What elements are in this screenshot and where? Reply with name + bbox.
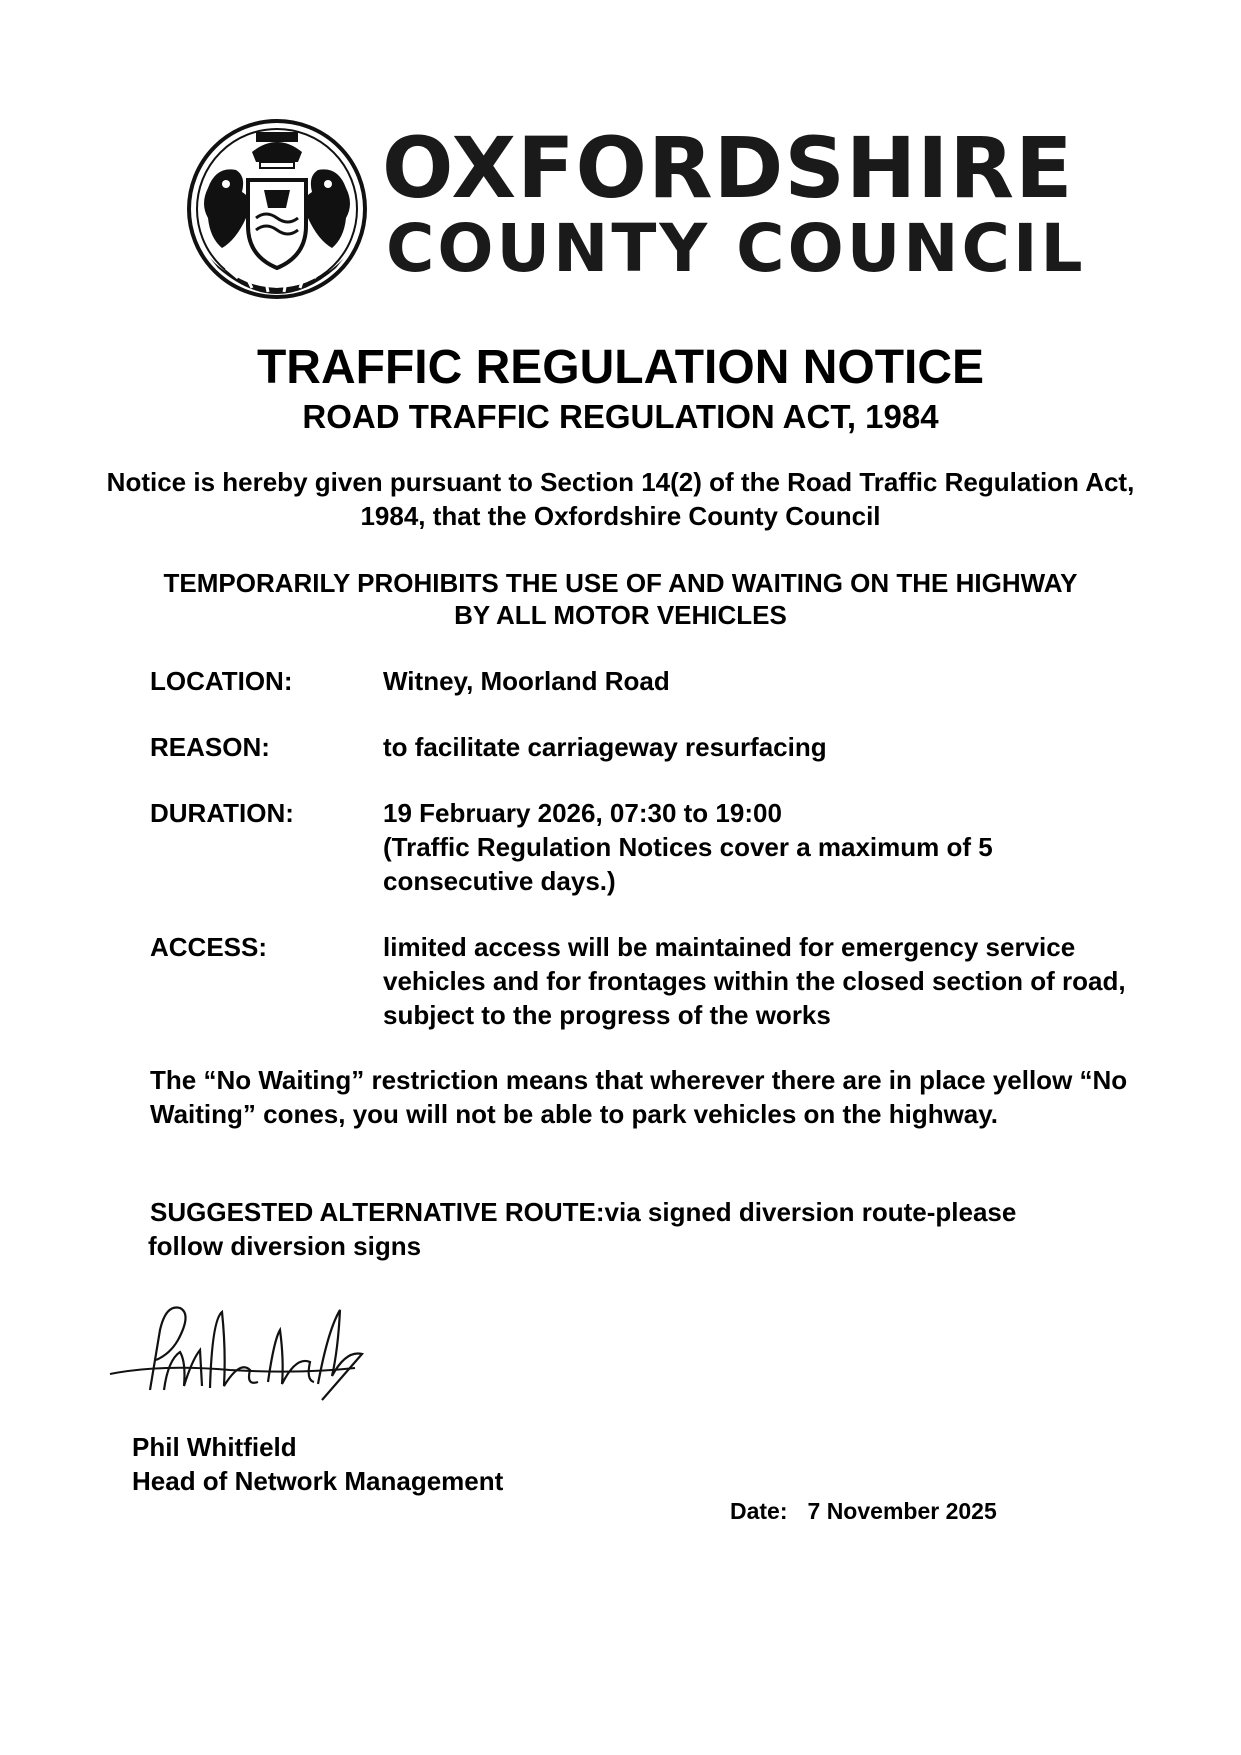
duration-value: 19 February 2026, 07:30 to 19:00 xyxy=(383,798,782,828)
intro-paragraph: Notice is hereby given pursuant to Section 14(2) of the Road Traffic Regulation Act, 1984, that the Oxfordshire County Council xyxy=(106,467,1135,531)
prohibition-statement xyxy=(60,567,1181,631)
location-label: LOCATION: xyxy=(150,666,293,696)
notice-subtitle: ROAD TRAFFIC REGULATION ACT, 1984 xyxy=(302,398,939,435)
prohibition-line-1: TEMPORARILY PROHIBITS THE USE OF AND WAITING ON THE HIGHWAY xyxy=(163,568,1078,598)
reason-value: to facilitate carriageway resurfacing xyxy=(383,732,827,762)
date-label: Date: xyxy=(730,1498,788,1524)
handwritten-signature xyxy=(100,1290,370,1410)
logo-text-county-council: COUNTY COUNCIL xyxy=(386,210,1086,287)
alternative-route-line-2: follow diversion signs xyxy=(148,1231,422,1261)
duration-note: (Traffic Regulation Notices cover a maximum of 5 consecutive days.) xyxy=(383,832,993,896)
alternative-route-line-1: SUGGESTED ALTERNATIVE ROUTE:via signed diversion route-please xyxy=(150,1197,1017,1227)
location-value: Witney, Moorland Road xyxy=(383,666,670,696)
prohibition-line-2: BY ALL MOTOR VEHICLES xyxy=(454,600,787,630)
logo-text-oxfordshire: OXFORDSHIRE xyxy=(382,119,1074,217)
signatory-block xyxy=(132,1430,503,1498)
alternative-route-paragraph xyxy=(148,1195,1138,1263)
no-waiting-paragraph: The “No Waiting” restriction means that wherever there are in place yellow “No Waiting” cones, you will not be able to park vehicles on the highway. xyxy=(150,1065,1128,1129)
reason-label: REASON: xyxy=(150,732,270,762)
access-value: limited access will be maintained for emergency service vehicles and for frontages within the closed section of road, subject to the progress of the works xyxy=(383,932,1126,1030)
duration-label: DURATION: xyxy=(150,798,294,828)
council-logo xyxy=(186,118,1086,300)
notice-title: TRAFFIC REGULATION NOTICE xyxy=(256,341,985,394)
signatory-role: Head of Network Management xyxy=(132,1466,504,1496)
access-label: ACCESS: xyxy=(150,932,268,962)
notice-date xyxy=(730,1498,997,1525)
date-value: 7 November 2025 xyxy=(807,1498,997,1524)
county-crest-icon xyxy=(186,118,368,300)
signatory-name: Phil Whitfield xyxy=(132,1432,297,1462)
duration-value-block xyxy=(383,796,1241,898)
